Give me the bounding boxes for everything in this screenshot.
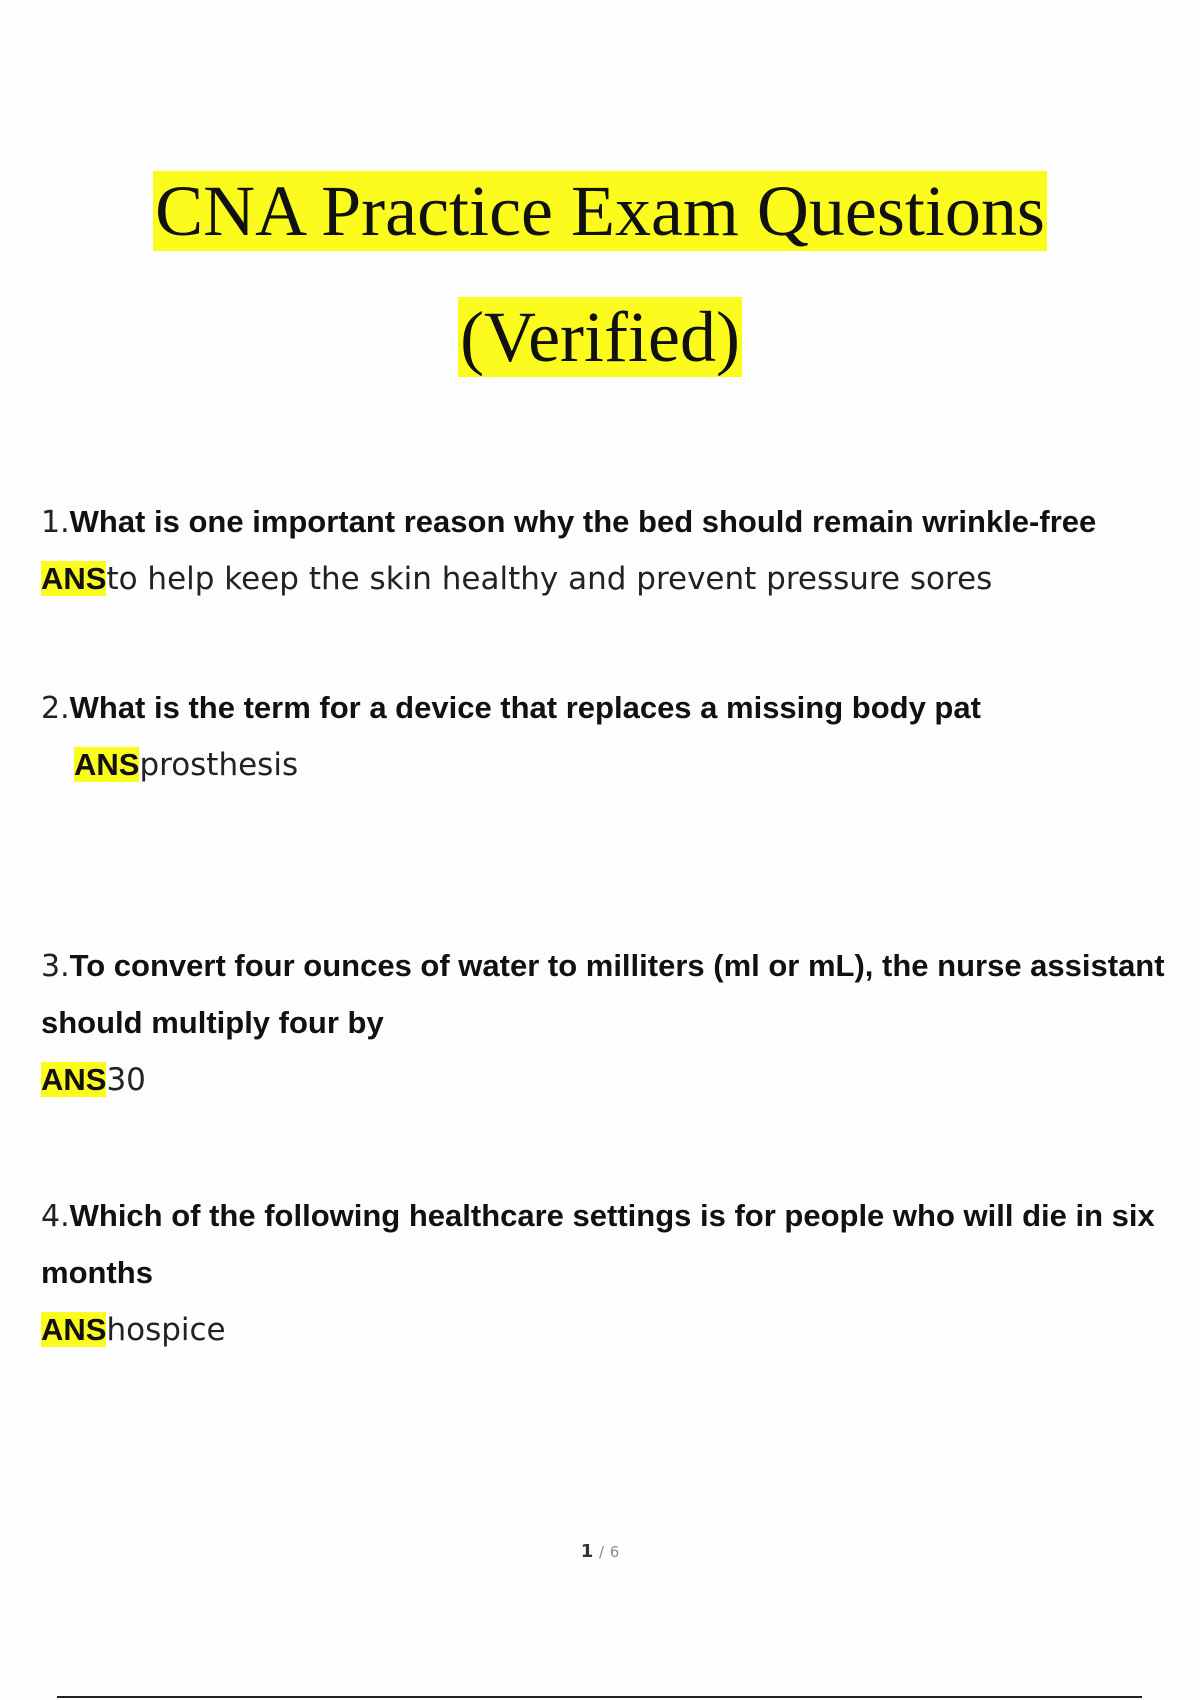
answer-text: prosthesis [139, 747, 299, 783]
answer-tag: ANS [41, 1062, 107, 1097]
answer-text: 30 [106, 1062, 146, 1098]
question-line [41, 938, 1171, 1052]
question-line [41, 680, 1171, 737]
answer-line [41, 1302, 1171, 1358]
answer-line [41, 1052, 1171, 1108]
answer-text: hospice [106, 1312, 226, 1348]
title-line-2: (Verified) [460, 297, 740, 377]
question-line [41, 1188, 1171, 1302]
question-text: Which of the following healthcare settings is for people who will die in six months [41, 1198, 1155, 1290]
question-text: What is one important reason why the bed should remain wrinkle-free [69, 504, 1097, 539]
answer-line [41, 737, 1171, 793]
question-item-1 [41, 494, 1171, 607]
document-title [0, 169, 1200, 253]
question-number: 4. [41, 1199, 70, 1234]
answer-line [41, 551, 1171, 607]
answer-text: to help keep the skin healthy and prevent pressure sores [106, 561, 993, 597]
title-line-1: CNA Practice Exam Questions [155, 171, 1045, 251]
question-text: To convert four ounces of water to milliters (ml or mL), the nurse assistant should multiply four by [41, 948, 1165, 1040]
page-bottom-divider [57, 1696, 1142, 1698]
page-separator: / [598, 1543, 605, 1561]
question-number: 2. [41, 691, 70, 726]
answer-tag: ANS [41, 561, 107, 596]
page-indicator [0, 1541, 1200, 1562]
document-subtitle [0, 295, 1200, 379]
question-line [41, 494, 1171, 551]
question-number: 3. [41, 949, 70, 984]
page-current: 1 [580, 1541, 594, 1562]
question-item-3 [41, 938, 1171, 1108]
question-number: 1. [41, 505, 70, 540]
question-item-2 [41, 680, 1171, 793]
answer-tag: ANS [74, 747, 140, 782]
question-item-4 [41, 1188, 1171, 1358]
question-text: What is the term for a device that replaces a missing body pat [69, 690, 981, 725]
page-total: 6 [609, 1543, 620, 1561]
answer-tag: ANS [41, 1312, 107, 1347]
